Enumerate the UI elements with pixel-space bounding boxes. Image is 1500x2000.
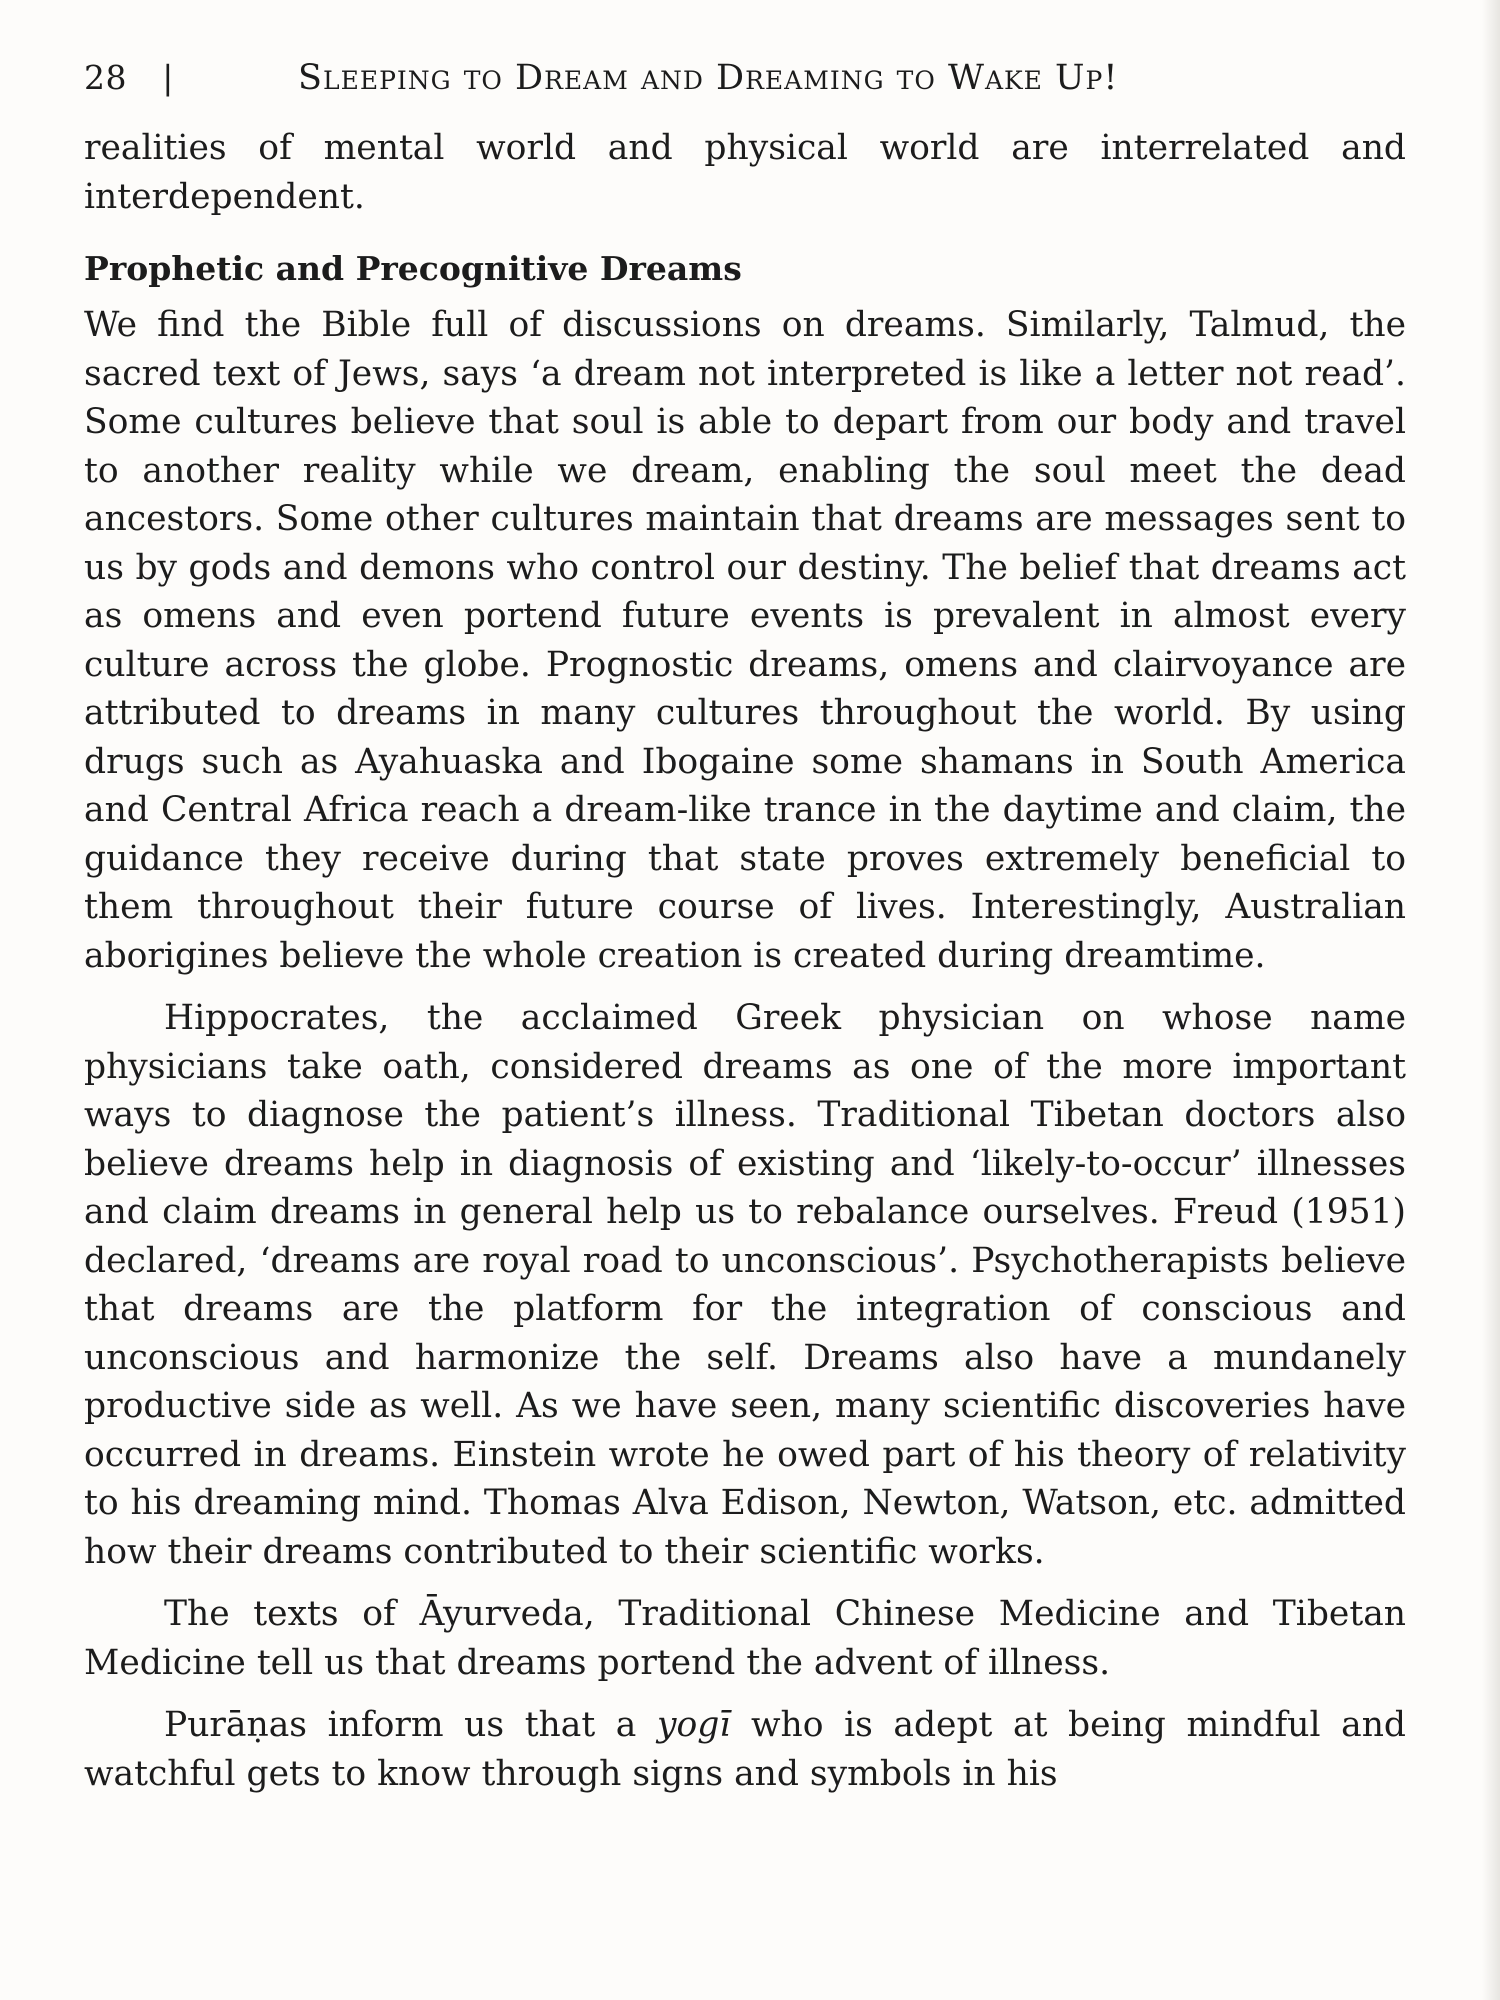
paragraph-4-start: Purāṇas inform us that a <box>164 1705 657 1745</box>
page-number: 28 <box>84 58 127 97</box>
section-heading: Prophetic and Precognitive Dreams <box>84 249 742 288</box>
paragraph-4-end: who is adept at being mindful and watchful gets to know through signs and symbols in his <box>84 1705 1407 1794</box>
continued-paragraph: realities of mental world and physical world are interrelated and interdependent. <box>84 128 1406 217</box>
paragraph-3: The texts of Āyurveda, Traditional Chinese Medicine and Tibetan Medicine tell us that dreams portend the advent of illness. <box>84 1594 1406 1683</box>
paragraph-4 <box>84 1701 1406 1798</box>
header-separator: | <box>162 58 174 97</box>
paragraph-4-italic: yogī <box>656 1705 731 1745</box>
paragraph-2: Hippocrates, the acclaimed Greek physician on whose name physicians take oath, considered dreams as one of the more important ways to diagnose the patient’s illness. Traditional Tibetan doctors also believe dreams help in diagnosis of existing and ‘likely-to-occur’ illnesses and claim dreams in general help us to rebalance ourselves. Freud (1951) declared, ‘dreams are royal road to unconscious’. Psychotherapists believe that dreams are the platform for the integration of conscious and unconscious and harmonize the self. Dreams also have a mundanely productive side as well. As we have seen, many scientific discoveries have occurred in dreams. Einstein wrote he owed part of his theory of relativity to his dreaming mind. Thomas Alva Edison, Newton, Watson, etc. admitted how their dreams contributed to their scientific works. <box>84 998 1406 1572</box>
running-title: Sleeping to Dream and Dreaming to Wake Up! <box>298 58 1119 98</box>
running-head <box>84 58 1406 98</box>
page-edge-shadow <box>1482 0 1500 2000</box>
book-page <box>84 58 1406 1798</box>
paragraph-1: We find the Bible full of discussions on dreams. Similarly, Talmud, the sacred text of Jews, says ‘a dream not interpreted is like a letter not read’. Some cultures believe that soul is able to depart from our body and travel to another reality while we dream, enabling the soul meet the dead ancestors. Some other cultures maintain that dreams are messages sent to us by gods and demons who control our destiny. The belief that dreams act as omens and even portend future events is prevalent in almost every culture across the globe. Prognostic dreams, omens and clairvoyance are attributed to dreams in many cultures throughout the world. By using drugs such as Ayahuaska and Ibogaine some shamans in South America and Central Africa reach a dream-like trance in the daytime and claim, the guidance they receive during that state proves extremely beneficial to them throughout their future course of lives. Interestingly, Australian aborigines believe the whole creation is created during dreamtime. <box>84 305 1406 976</box>
